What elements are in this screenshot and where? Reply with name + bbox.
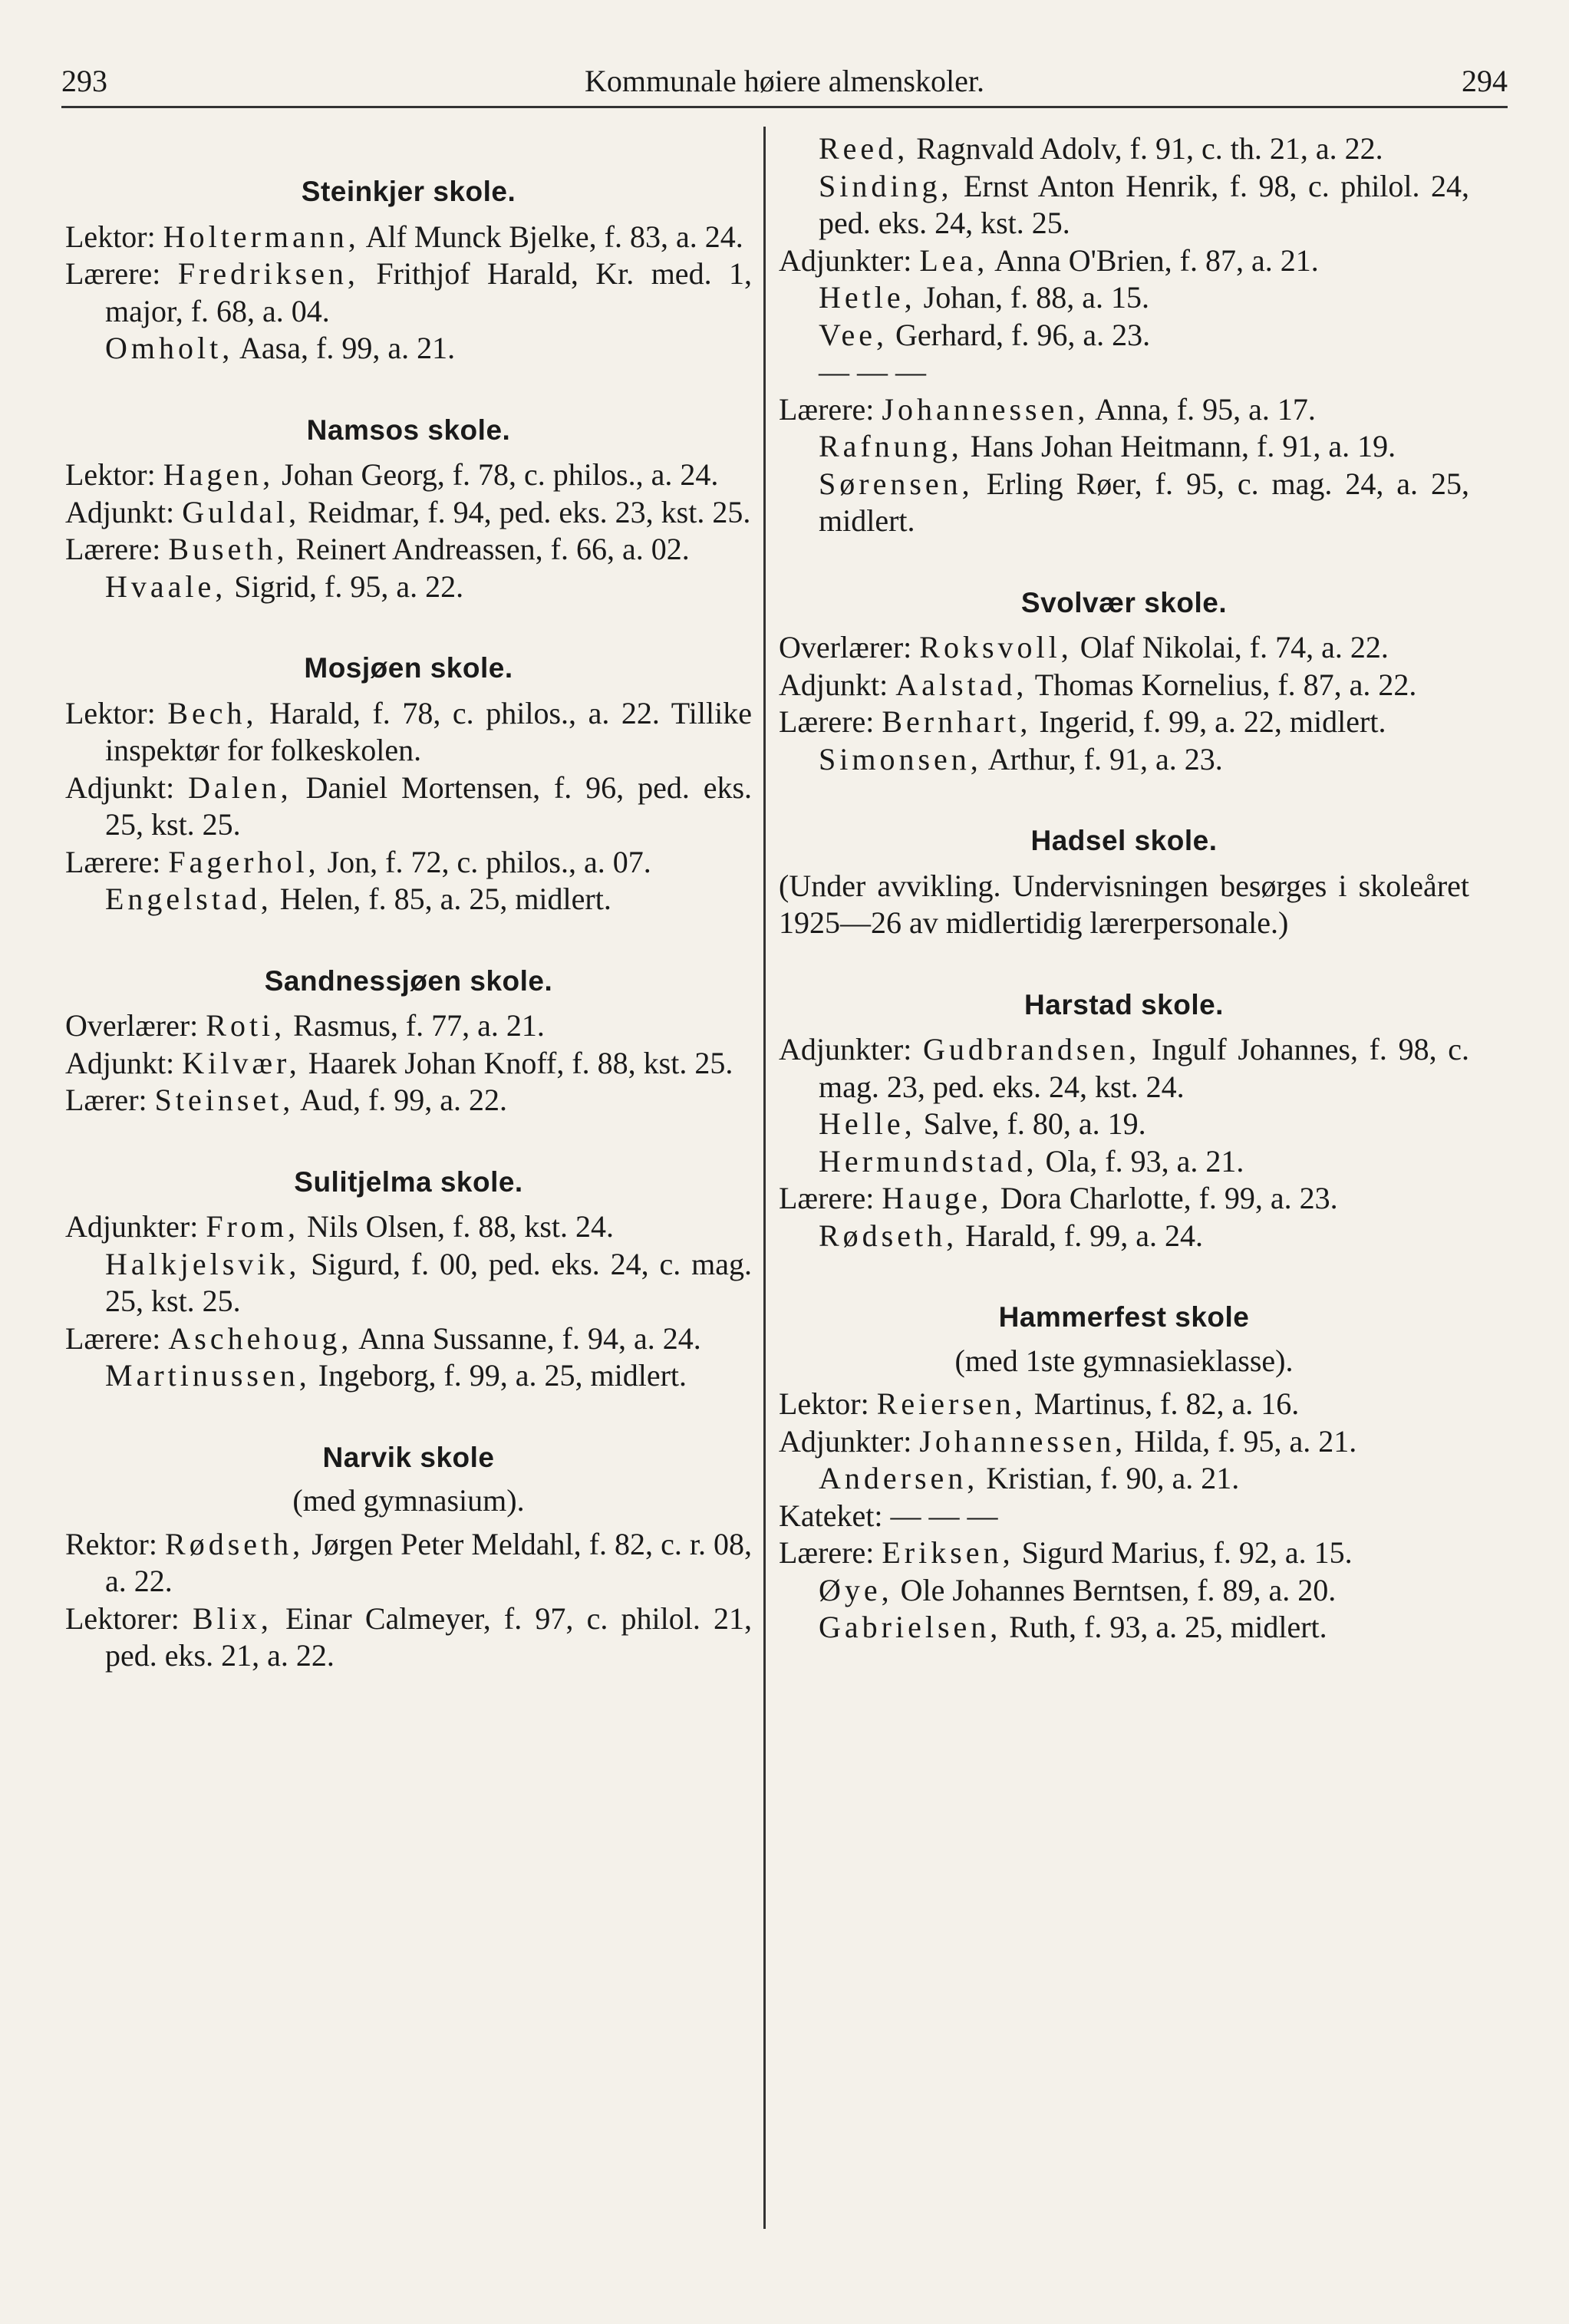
staff-details: Anna O'Brien, f. 87, a. 21. bbox=[994, 242, 1319, 278]
school-section bbox=[65, 173, 752, 368]
staff-entry bbox=[779, 1609, 1469, 1647]
staff-entry bbox=[65, 457, 752, 494]
staff-details: Hilda, f. 95, a. 21. bbox=[1134, 1423, 1357, 1459]
staff-details: Arthur, f. 91, a. 23. bbox=[987, 741, 1223, 776]
staff-surname: Rødseth, bbox=[819, 1218, 958, 1253]
staff-role: Adjunkter: bbox=[65, 1209, 199, 1244]
staff-surname: Eriksen, bbox=[882, 1535, 1014, 1570]
school-title: Hammerfest skole bbox=[998, 1301, 1250, 1333]
staff-entry bbox=[779, 629, 1469, 667]
staff-surname: Hermundstad, bbox=[819, 1143, 1038, 1178]
staff-surname: Halkjelsvik, bbox=[105, 1246, 301, 1281]
staff-surname: Hauge, bbox=[882, 1181, 993, 1215]
staff-entry bbox=[65, 1246, 752, 1320]
staff-surname: Bech, bbox=[167, 695, 258, 730]
staff-entry bbox=[779, 1386, 1469, 1423]
staff-surname: Hagen, bbox=[163, 457, 275, 492]
staff-entry bbox=[779, 130, 1469, 168]
staff-surname: Simonsen, bbox=[819, 741, 982, 776]
staff-details: Aasa, f. 99, a. 21. bbox=[239, 331, 456, 365]
staff-details: Reidmar, f. 94, ped. eks. 23, kst. 25. bbox=[308, 494, 751, 529]
staff-details: Kristian, f. 90, a. 21. bbox=[986, 1461, 1240, 1495]
staff-details: Harald, f. 78, c. philos., a. 22. Tillike inspektør for folkeskolen. bbox=[105, 695, 753, 767]
right-page-number: 294 bbox=[1462, 64, 1508, 98]
staff-surname: Fredriksen, bbox=[177, 256, 359, 291]
staff-entry bbox=[65, 494, 752, 532]
staff-role: Lærere: bbox=[65, 1320, 161, 1356]
staff-surname: Dalen, bbox=[188, 770, 292, 805]
staff-details: Dora Charlotte, f. 99, a. 23. bbox=[1000, 1181, 1338, 1215]
staff-entry bbox=[65, 844, 752, 882]
school-section bbox=[65, 963, 752, 1119]
staff-role: Adjunkt: bbox=[65, 770, 175, 805]
staff-details: Frithjof Harald, Kr. med. 1, major, f. 68, a. 04. bbox=[105, 256, 752, 328]
staff-surname: Martinussen, bbox=[105, 1358, 311, 1393]
staff-details: Gerhard, f. 96, a. 23. bbox=[895, 317, 1151, 352]
staff-details: Jørgen Peter Meldahl, f. 82, c. r. 08, a. 22. bbox=[105, 1526, 753, 1598]
staff-details: Daniel Mortensen, f. 96, ped. eks. 25, kst. 25. bbox=[105, 770, 753, 842]
staff-entry bbox=[779, 466, 1469, 540]
staff-entry bbox=[779, 317, 1469, 354]
staff-entry bbox=[65, 1208, 752, 1246]
staff-details: Haarek Johan Knoff, f. 88, kst. 25. bbox=[308, 1045, 733, 1080]
staff-surname: Rødseth, bbox=[165, 1526, 305, 1561]
staff-details: Anna Sussanne, f. 94, a. 24. bbox=[358, 1320, 701, 1356]
staff-surname: Johannessen, bbox=[882, 391, 1089, 427]
staff-surname: Fagerhol, bbox=[168, 844, 320, 879]
staff-surname: Reiersen, bbox=[876, 1386, 1027, 1421]
staff-entry bbox=[779, 391, 1469, 429]
staff-details: Salve, f. 80, a. 19. bbox=[923, 1106, 1146, 1141]
staff-details: Martinus, f. 82, a. 16. bbox=[1033, 1386, 1300, 1421]
school-title: Harstad skole. bbox=[1024, 988, 1224, 1020]
staff-entry bbox=[65, 1082, 752, 1119]
staff-surname: Aalstad, bbox=[895, 667, 1028, 702]
school-section bbox=[65, 650, 752, 918]
staff-role: Lektor: bbox=[779, 1386, 869, 1421]
staff-entry bbox=[65, 1007, 752, 1045]
staff-entry bbox=[65, 255, 752, 330]
staff-entry bbox=[65, 695, 752, 770]
staff-details: Ingerid, f. 99, a. 22, midlert. bbox=[1039, 704, 1386, 739]
staff-role: Lektor: bbox=[65, 695, 156, 730]
school-section bbox=[779, 1299, 1469, 1647]
staff-details: Anna, f. 95, a. 17. bbox=[1095, 391, 1316, 427]
staff-role: Overlærer: bbox=[65, 1008, 199, 1043]
staff-entry bbox=[65, 881, 752, 918]
staff-entry bbox=[65, 1320, 752, 1358]
column-divider bbox=[763, 127, 766, 2229]
school-title: Steinkjer skole. bbox=[301, 176, 516, 207]
staff-surname: Gabrielsen, bbox=[819, 1610, 1002, 1644]
staff-details: Thomas Kornelius, f. 87, a. 22. bbox=[1034, 667, 1417, 702]
staff-entry bbox=[779, 1180, 1469, 1218]
staff-details: — — — bbox=[819, 354, 926, 389]
left-column bbox=[65, 130, 752, 1675]
staff-details: Ragnvald Adolv, f. 91, c. th. 21, a. 22. bbox=[916, 131, 1383, 166]
staff-role: Adjunkter: bbox=[779, 1032, 912, 1066]
staff-details: Aud, f. 99, a. 22. bbox=[300, 1083, 508, 1117]
staff-details: Rasmus, f. 77, a. 21. bbox=[293, 1008, 545, 1043]
staff-entry bbox=[779, 1143, 1469, 1181]
staff-role: Adjunkt: bbox=[65, 494, 175, 529]
staff-entry bbox=[779, 354, 1469, 391]
page-header bbox=[61, 60, 1508, 108]
staff-details: Hans Johan Heitmann, f. 91, a. 19. bbox=[970, 429, 1396, 463]
school-title: Hadsel skole. bbox=[1030, 825, 1218, 856]
staff-role: Kateket: bbox=[779, 1498, 883, 1533]
staff-surname: Gudbrandsen, bbox=[922, 1032, 1141, 1066]
school-section bbox=[65, 412, 752, 606]
school-subtitle: (med 1ste gymnasieklasse). bbox=[954, 1343, 1294, 1378]
staff-details: Johan, f. 88, a. 15. bbox=[923, 280, 1150, 315]
staff-surname: Johannessen, bbox=[919, 1423, 1127, 1459]
staff-entry bbox=[65, 531, 752, 569]
school-section bbox=[779, 822, 1469, 942]
staff-details: Ruth, f. 93, a. 25, midlert. bbox=[1009, 1610, 1327, 1644]
staff-surname: Buseth, bbox=[168, 532, 288, 566]
staff-surname: Aschehoug, bbox=[168, 1320, 353, 1356]
staff-details: — — — bbox=[890, 1498, 998, 1533]
staff-entry bbox=[779, 1031, 1469, 1106]
staff-entry bbox=[779, 428, 1469, 466]
school-section bbox=[779, 987, 1469, 1255]
staff-details: Ingulf Johannes, f. 98, c. mag. 23, ped. eks. 24, kst. 24. bbox=[819, 1032, 1469, 1104]
staff-entry bbox=[65, 219, 752, 256]
staff-entry bbox=[65, 1045, 752, 1083]
staff-entry bbox=[779, 242, 1469, 280]
staff-role: Adjunkt: bbox=[779, 667, 888, 702]
staff-entry bbox=[779, 741, 1469, 779]
staff-surname: Holtermann, bbox=[163, 219, 360, 254]
staff-entry bbox=[65, 1526, 752, 1600]
staff-surname: Sinding, bbox=[819, 168, 953, 203]
staff-surname: Helle, bbox=[819, 1106, 916, 1141]
staff-role: Adjunkter: bbox=[779, 1423, 912, 1459]
school-title: Svolvær skole. bbox=[1020, 586, 1228, 618]
staff-details: Ola, f. 93, a. 21. bbox=[1045, 1143, 1244, 1178]
staff-role: Adjunkt: bbox=[65, 1045, 175, 1080]
school-title: Mosjøen skole. bbox=[304, 652, 513, 684]
staff-surname: Øye, bbox=[819, 1572, 893, 1607]
staff-surname: Kilvær, bbox=[182, 1045, 301, 1080]
staff-role: Lærere: bbox=[65, 844, 161, 879]
staff-surname: Lea, bbox=[919, 242, 989, 278]
staff-details: Ernst Anton Henrik, f. 98, c. philol. 24, ped. eks. 24, kst. 25. bbox=[819, 168, 1470, 240]
staff-entry bbox=[779, 1572, 1469, 1610]
staff-role: Adjunkter: bbox=[779, 242, 912, 278]
school-subtitle: (med gymnasium). bbox=[292, 1483, 525, 1518]
staff-role: Lektorer: bbox=[65, 1600, 180, 1636]
staff-details: Nils Olsen, f. 88, kst. 24. bbox=[307, 1209, 614, 1244]
staff-details: Ole Johannes Berntsen, f. 89, a. 20. bbox=[900, 1572, 1337, 1607]
staff-details: Johan Georg, f. 78, c. philos., a. 24. bbox=[282, 457, 719, 492]
staff-surname: Reed, bbox=[819, 131, 909, 166]
staff-role: Overlærer: bbox=[779, 630, 912, 664]
left-page-number: 293 bbox=[61, 64, 107, 98]
staff-surname: Blix, bbox=[192, 1600, 272, 1636]
staff-details: Jon, f. 72, c. philos., a. 07. bbox=[327, 844, 651, 879]
staff-entry bbox=[65, 1357, 752, 1395]
staff-surname: Roti, bbox=[206, 1008, 286, 1043]
school-section bbox=[779, 130, 1469, 540]
staff-surname: Omholt, bbox=[105, 331, 234, 365]
staff-role: Lærere: bbox=[65, 256, 161, 291]
staff-entry bbox=[65, 770, 752, 844]
staff-entry bbox=[779, 1218, 1469, 1255]
staff-details: Harald, f. 99, a. 24. bbox=[965, 1218, 1204, 1253]
staff-entry bbox=[779, 1423, 1469, 1461]
staff-role: Lektor: bbox=[65, 457, 156, 492]
staff-surname: Roksvoll, bbox=[919, 630, 1073, 664]
right-column bbox=[779, 130, 1469, 1647]
staff-details: Ingeborg, f. 99, a. 25, midlert. bbox=[318, 1358, 687, 1393]
staff-surname: From, bbox=[206, 1209, 299, 1244]
staff-role: Lærer: bbox=[65, 1083, 147, 1117]
staff-entry bbox=[779, 279, 1469, 317]
school-title: Sandnessjøen skole. bbox=[264, 964, 553, 997]
staff-details: Einar Calmeyer, f. 97, c. philol. 21, ped. eks. 21, a. 22. bbox=[105, 1600, 753, 1673]
school-title: Narvik skole bbox=[322, 1441, 495, 1473]
staff-surname: Andersen, bbox=[819, 1461, 979, 1495]
staff-role: Lærere: bbox=[779, 391, 875, 427]
school-title: Sulitjelma skole. bbox=[294, 1165, 523, 1198]
staff-surname: Hvaale, bbox=[105, 569, 227, 604]
staff-entry bbox=[779, 168, 1469, 242]
staff-details: Sigurd Marius, f. 92, a. 15. bbox=[1021, 1535, 1353, 1570]
staff-surname: Vee, bbox=[819, 317, 888, 352]
staff-surname: Guldal, bbox=[182, 494, 301, 529]
staff-entry bbox=[779, 1460, 1469, 1498]
staff-surname: Engelstad, bbox=[105, 882, 272, 916]
staff-role: Lærere: bbox=[779, 1535, 875, 1570]
staff-details: Olaf Nikolai, f. 74, a. 22. bbox=[1080, 630, 1389, 664]
staff-surname: Steinset, bbox=[154, 1083, 295, 1117]
staff-entry bbox=[779, 1106, 1469, 1143]
school-section bbox=[65, 1439, 752, 1675]
staff-details: Helen, f. 85, a. 25, midlert. bbox=[279, 882, 611, 916]
staff-role: Rektor: bbox=[65, 1526, 157, 1561]
staff-surname: Sørensen, bbox=[819, 466, 974, 501]
staff-entry bbox=[65, 1600, 752, 1675]
school-section bbox=[65, 1164, 752, 1395]
running-title: Kommunale høiere almenskoler. bbox=[585, 64, 984, 98]
staff-surname: Hetle, bbox=[819, 280, 916, 315]
staff-details: Reinert Andreassen, f. 66, a. 02. bbox=[295, 532, 690, 566]
staff-surname: Rafnung, bbox=[819, 429, 963, 463]
staff-entry bbox=[779, 704, 1469, 741]
staff-role: Lærere: bbox=[779, 1181, 875, 1215]
staff-details: Sigurd, f. 00, ped. eks. 24, c. mag. 25, kst. 25. bbox=[105, 1246, 752, 1318]
staff-role: Lærere: bbox=[779, 704, 875, 739]
staff-entry bbox=[65, 330, 752, 368]
staff-entry bbox=[65, 569, 752, 606]
staff-role: Lektor: bbox=[65, 219, 156, 254]
school-note: (Under avvikling. Undervisningen besørges i skoleåret 1925—26 av midlertidig lærerpersonale.) bbox=[779, 868, 1469, 940]
staff-details: Erling Røer, f. 95, c. mag. 24, a. 25, midlert. bbox=[819, 466, 1470, 538]
staff-entry bbox=[779, 667, 1469, 704]
staff-details: Sigrid, f. 95, a. 22. bbox=[234, 569, 464, 604]
staff-entry bbox=[779, 1498, 1469, 1535]
school-title: Namsos skole. bbox=[306, 414, 511, 446]
school-section bbox=[779, 585, 1469, 779]
staff-entry bbox=[779, 1534, 1469, 1572]
staff-surname: Bernhart, bbox=[882, 704, 1032, 739]
staff-details: Alf Munck Bjelke, f. 83, a. 24. bbox=[365, 219, 743, 254]
staff-role: Lærere: bbox=[65, 532, 161, 566]
